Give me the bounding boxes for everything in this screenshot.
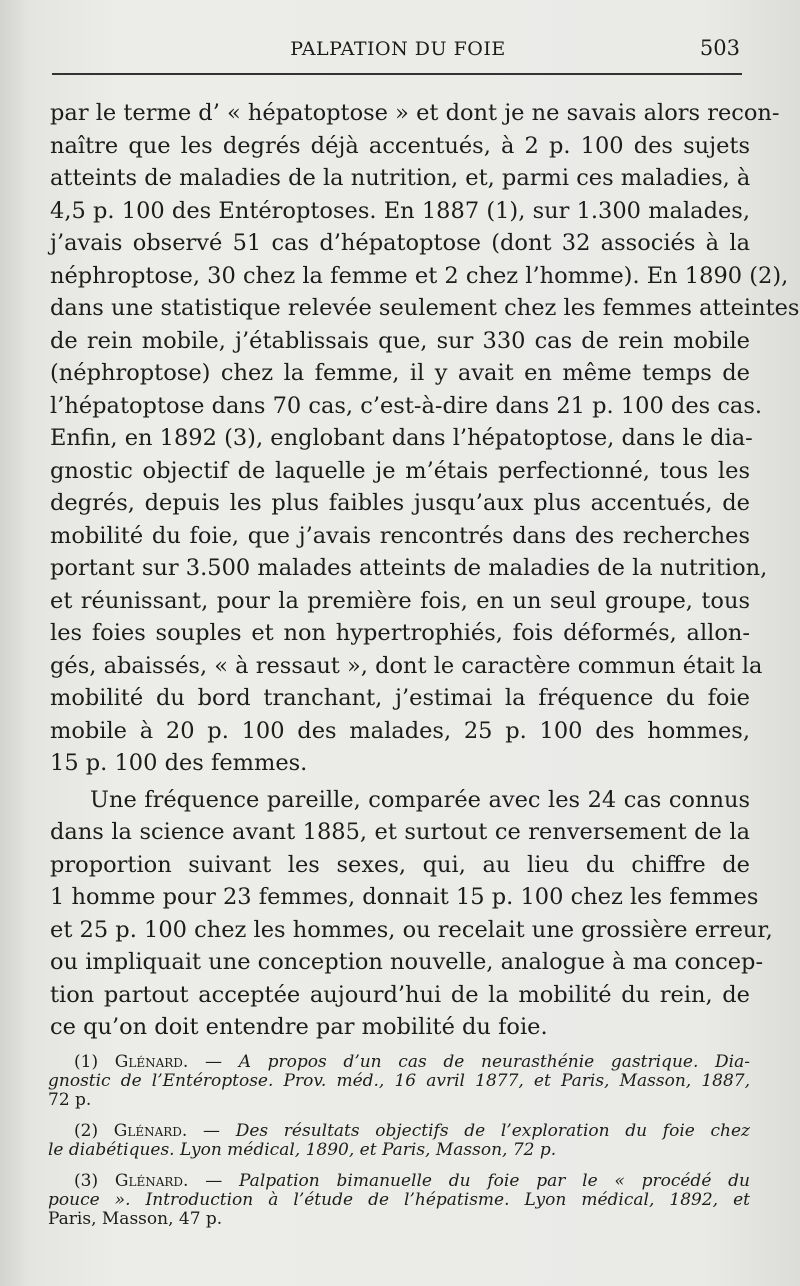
- text-line: mobilité du bord tranchant, j’estimai la fréquence du foie: [50, 685, 750, 711]
- footnote-1: [48, 1053, 750, 1110]
- text-line: atteints de maladies de la nutrition, et, parmi ces maladies, à: [50, 165, 751, 191]
- paragraph-2: [50, 784, 773, 1044]
- footnote-2: [48, 1122, 750, 1160]
- footnotes: [48, 1053, 750, 1241]
- text-line: naître que les degrés déjà accentués, à 2 p. 100 des sujets: [50, 132, 750, 159]
- paragraph-1: [50, 97, 800, 780]
- text-line: 1 homme pour 23 femmes, donnait 15 p. 100 chez les femmes: [50, 884, 759, 910]
- body-text: [50, 97, 800, 1044]
- text-line: dans une statistique relevée seulement chez les femmes atteintes: [50, 295, 800, 321]
- text-line: dans la science avant 1885, et surtout ce renversement de la: [50, 819, 750, 845]
- header-rule: [52, 73, 742, 75]
- text-line: de rein mobile, j’établissais que, sur 330 cas de rein mobile: [50, 327, 750, 354]
- footnote-author: Glénard.: [114, 1052, 189, 1072]
- running-title: PALPATION DU FOIE: [290, 38, 506, 60]
- text-line: 15 p. 100 des femmes.: [50, 750, 308, 776]
- footnote-number: (2): [74, 1121, 99, 1141]
- footnote-3: [48, 1172, 750, 1229]
- footnote-number: (1): [74, 1052, 99, 1072]
- text-line: portant sur 3.500 malades atteints de maladies de la nutrition,: [50, 555, 768, 581]
- text-line: ou impliquait une conception nouvelle, analogue à ma concep-: [50, 949, 764, 975]
- footnote-text: — Des résultats objectifs de l’exploration du foie chez: [187, 1121, 750, 1141]
- text-line: gnostic objectif de laquelle je m’étais perfectionné, tous les: [50, 457, 750, 484]
- text-line: j’avais observé 51 cas d’hépatoptose (dont 32 associés à la: [50, 230, 750, 256]
- text-line: 4,5 p. 100 des Entéroptoses. En 1887 (1), sur 1.300 malades,: [50, 197, 750, 224]
- text-line: gés, abaissés, « à ressaut », dont le caractère commun était la: [50, 652, 763, 679]
- footnote-author: Glénard.: [113, 1121, 188, 1141]
- text-line: mobile à 20 p. 100 des malades, 25 p. 100 des hommes,: [50, 717, 750, 744]
- footnote-text: gnostic de l’Entéroptose. Prov. méd., 16 avril 1877, et Paris, Masson, 1887,: [48, 1071, 750, 1091]
- footnote-text: le diabétiques. Lyon médical, 1890, et Paris, Masson, 72 p.: [48, 1140, 557, 1160]
- text-line: proportion suivant les sexes, qui, au lieu du chiffre de: [50, 851, 750, 878]
- text-line: ce qu’on doit entendre par mobilité du foie.: [50, 1014, 548, 1040]
- text-line: tion partout acceptée aujourd’hui de la mobilité du rein, de: [50, 981, 750, 1008]
- footnote-text: pouce ». Introduction à l’étude de l’hépatisme. Lyon médical, 1892, et: [48, 1190, 750, 1210]
- text-line: et réunissant, pour la première fois, en un seul groupe, tous: [50, 587, 750, 614]
- footnote-text: — A propos d’un cas de neurasthénie gastrique. Dia-: [188, 1052, 750, 1072]
- running-header: [48, 32, 748, 66]
- text-line: et 25 p. 100 chez les hommes, ou recelait une grossière erreur,: [50, 916, 773, 943]
- text-line: Une fréquence pareille, comparée avec les 24 cas connus: [90, 786, 750, 813]
- footnote-text: Paris, Masson, 47 p.: [48, 1209, 223, 1229]
- footnote-text: — Palpation bimanuelle du foie par le « procédé du: [188, 1171, 750, 1191]
- page-number: 503: [699, 36, 740, 60]
- footnote-author: Glénard.: [114, 1171, 189, 1191]
- text-line: néphroptose, 30 chez la femme et 2 chez l’homme). En 1890 (2),: [50, 262, 789, 289]
- text-line: l’hépatoptose dans 70 cas, c’est-à-dire dans 21 p. 100 des cas.: [50, 392, 763, 419]
- text-line: les foies souples et non hypertrophiés, fois déformés, allon-: [50, 620, 750, 646]
- footnote-number: (3): [74, 1171, 99, 1191]
- text-line: par le terme d’ « hépatoptose » et dont je ne savais alors recon-: [50, 100, 780, 126]
- text-line: mobilité du foie, que j’avais rencontrés dans des recherches: [50, 522, 750, 549]
- text-line: degrés, depuis les plus faibles jusqu’aux plus accentués, de: [50, 490, 750, 516]
- text-line: Enfin, en 1892 (3), englobant dans l’hépatoptose, dans le dia-: [50, 425, 753, 451]
- text-line: (néphroptose) chez la femme, il y avait en même temps de: [50, 360, 750, 386]
- footnote-text: 72 p.: [48, 1090, 92, 1110]
